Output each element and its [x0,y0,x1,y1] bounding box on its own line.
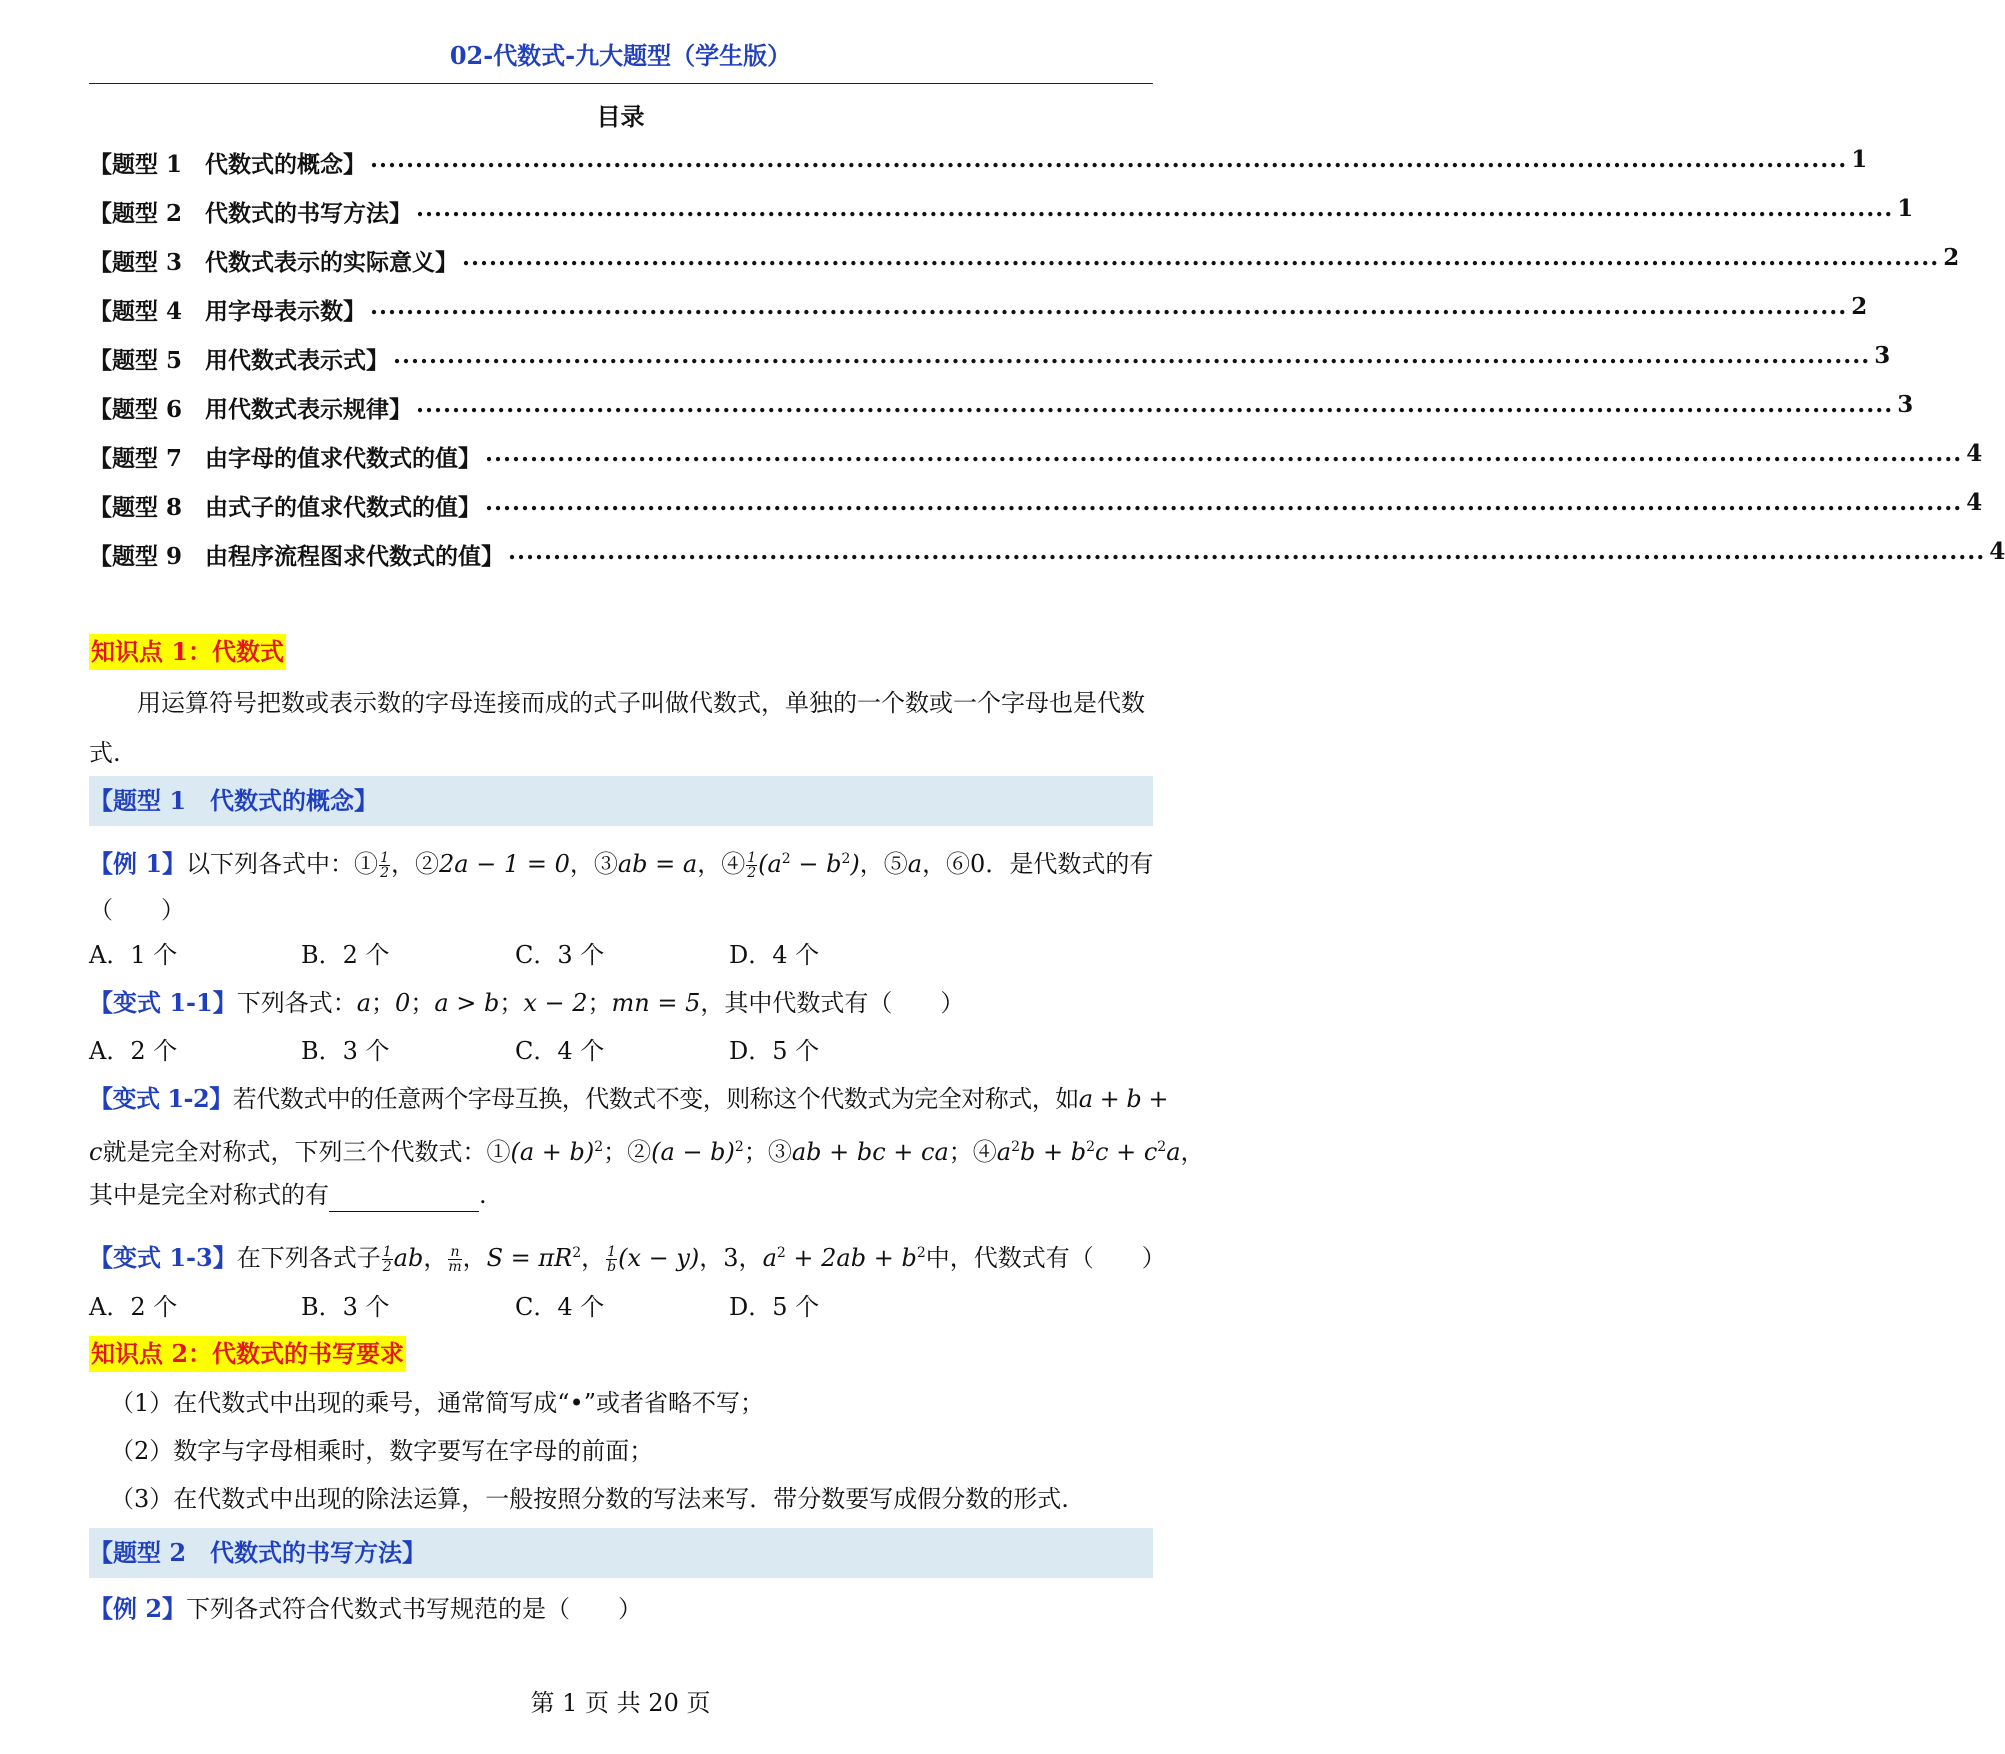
toc-heading: 目录 [596,102,645,131]
fraction: $\frac{1}{2}$ [747,850,757,881]
option-b[interactable]: B．3 个 [301,1037,390,1065]
example-1-tag: 【例 1】 [89,849,187,878]
variant-1-2-line-1: 【变式 1-2】若代数式中的任意两个字母互换，代数式不变，则称这个代数式为完全对称式，如a + b + [89,1084,1168,1113]
toc-leader-dots: .................................................................................................................................................................... [416,195,1894,222]
option-a[interactable]: A．1 个 [89,941,178,969]
example-2-stem: 【例 2】下列各式符合代数式书写规范的是（ ） [89,1594,643,1623]
option-d[interactable]: D．5 个 [729,1293,820,1321]
page-footer: 第 1 页 共 20 页 [530,1689,711,1717]
kp2-item-1: （1）在代数式中出现的乘号，通常简写成“•”或者省略不写； [110,1389,764,1417]
example-1-stem: 【例 1】以下列各式中：① $\frac{1}{2}$ ，②2a − 1 = 0，③ab = a，④ $\frac{1}{2}$ $(a^2 - b^2)$，⑤a，⑥0．是代数式的有 [89,849,1154,881]
toc-leader-dots: .................................................................................................................................................................... [485,440,1963,467]
toc-item-page: 3 [1897,391,1914,418]
option-b[interactable]: B．3 个 [301,1293,390,1321]
toc-item[interactable] [89,293,1868,342]
fraction: $\frac{1}{b}$ [607,1244,617,1275]
toc-item-page: 4 [1966,489,1983,516]
toc-leader-dots: .................................................................................................................................................................... [416,391,1894,418]
toc-leader-dots: .................................................................................................................................................................... [370,293,1848,320]
table-of-contents [89,146,2005,587]
variant-1-2-line-2: c就是完全对称式，下列三个代数式：①(a + b)$^2$；②(a − b)$^2$；③ab + bc + ca；$④a^2b + b^2c + c^2a$， [89,1138,1205,1166]
header-title: 02-代数式-九大题型（学生版） [449,41,792,70]
type-1-title: 【题型 1 代数式的概念】 [89,786,379,815]
variant-1-2-tag: 【变式 1-2】 [89,1084,233,1113]
toc-item[interactable] [89,440,1983,489]
toc-item-label: 【题型 5 用代数式表示式】 [89,347,390,374]
option-d[interactable]: D．5 个 [729,1037,820,1065]
toc-item-page: 2 [1943,244,1960,271]
toc-item-page: 4 [1966,440,1983,467]
toc-leader-dots: .................................................................................................................................................................... [508,538,1986,565]
knowledge-point-1-text: 用运算符号把数或表示数的字母连接而成的式子叫做代数式，单独的一个数或一个字母也是代数式. [89,689,1145,767]
fraction: $\frac{1}{2}$ [382,1244,392,1275]
toc-item[interactable] [89,489,1983,538]
option-a[interactable]: A．2 个 [89,1293,178,1321]
option-c[interactable]: C．4 个 [515,1293,605,1321]
toc-item-label: 【题型 2 代数式的书写方法】 [89,200,413,227]
toc-item[interactable] [89,195,1914,244]
toc-item[interactable] [89,146,1868,195]
toc-item-label: 【题型 8 由式子的值求代数式的值】 [89,494,482,521]
variant-1-3-stem: 【变式 1-3】在下列各式子 $\frac{1}{2}$ ab， $\frac{n}{m}$ ，$S = \pi R^2$， $\frac{1}{b}$ (x − y)，3，$a^2 + 2ab + b^2$中，代数式有（ ） [89,1243,1166,1275]
toc-item-label: 【题型 9 由程序流程图求代数式的值】 [89,543,505,570]
toc-item-page: 3 [1874,342,1891,369]
option-c[interactable]: C．3 个 [515,941,605,969]
fraction: $\frac{n}{m}$ [448,1244,462,1275]
toc-item-label: 【题型 6 用代数式表示规律】 [89,396,413,423]
variant-1-1-tag: 【变式 1-1】 [89,988,237,1017]
type-2-title: 【题型 2 代数式的书写方法】 [89,1538,427,1567]
knowledge-point-1-title: 知识点 1：代数式 [89,634,286,670]
option-d[interactable]: D．4 个 [729,941,820,969]
toc-item-page: 4 [1989,538,2005,565]
kp2-item-2: （2）数字与字母相乘时，数字要写在字母的前面； [110,1437,654,1465]
variant-1-3-tag: 【变式 1-3】 [89,1243,237,1272]
toc-item-label: 【题型 4 用字母表示数】 [89,298,367,325]
toc-item-label: 【题型 3 代数式表示的实际意义】 [89,249,459,276]
toc-item-page: 1 [1897,195,1914,222]
kp2-item-3: （3）在代数式中出现的除法运算，一般按照分数的写法来写．带分数要写成假分数的形式. [110,1485,1069,1513]
toc-item[interactable] [89,244,1960,293]
answer-blank[interactable] [329,1185,479,1212]
variant-1-1-stem: 【变式 1-1】下列各式：a；0；a > b；x − 2；mn = 5，其中代数式有（ ） [89,988,965,1017]
option-c[interactable]: C．4 个 [515,1037,605,1065]
knowledge-point-2-title: 知识点 2：代数式的书写要求 [89,1336,406,1372]
answer-parentheses: （ ） [89,896,185,924]
toc-item[interactable] [89,342,1891,391]
toc-leader-dots: .................................................................................................................................................................... [370,146,1848,173]
toc-leader-dots: .................................................................................................................................................................... [485,489,1963,516]
toc-leader-dots: .................................................................................................................................................................... [393,342,1871,369]
toc-item[interactable] [89,391,1914,440]
toc-item-label: 【题型 1 代数式的概念】 [89,151,367,178]
toc-item[interactable] [89,538,2005,587]
example-1-lead: 以下列各式中：① [186,850,379,878]
header-rule [89,83,1153,84]
option-a[interactable]: A．2 个 [89,1037,178,1065]
option-b[interactable]: B．2 个 [301,941,390,969]
fraction: $\frac{1}{2}$ [380,850,389,881]
toc-leader-dots: .................................................................................................................................................................... [462,244,1940,271]
toc-item-page: 1 [1851,146,1868,173]
toc-item-label: 【题型 7 由字母的值求代数式的值】 [89,445,482,472]
variant-1-2-line-3: 其中是完全对称式的有 . [89,1178,487,1212]
example-2-tag: 【例 2】 [89,1594,187,1623]
toc-item-page: 2 [1851,293,1868,320]
